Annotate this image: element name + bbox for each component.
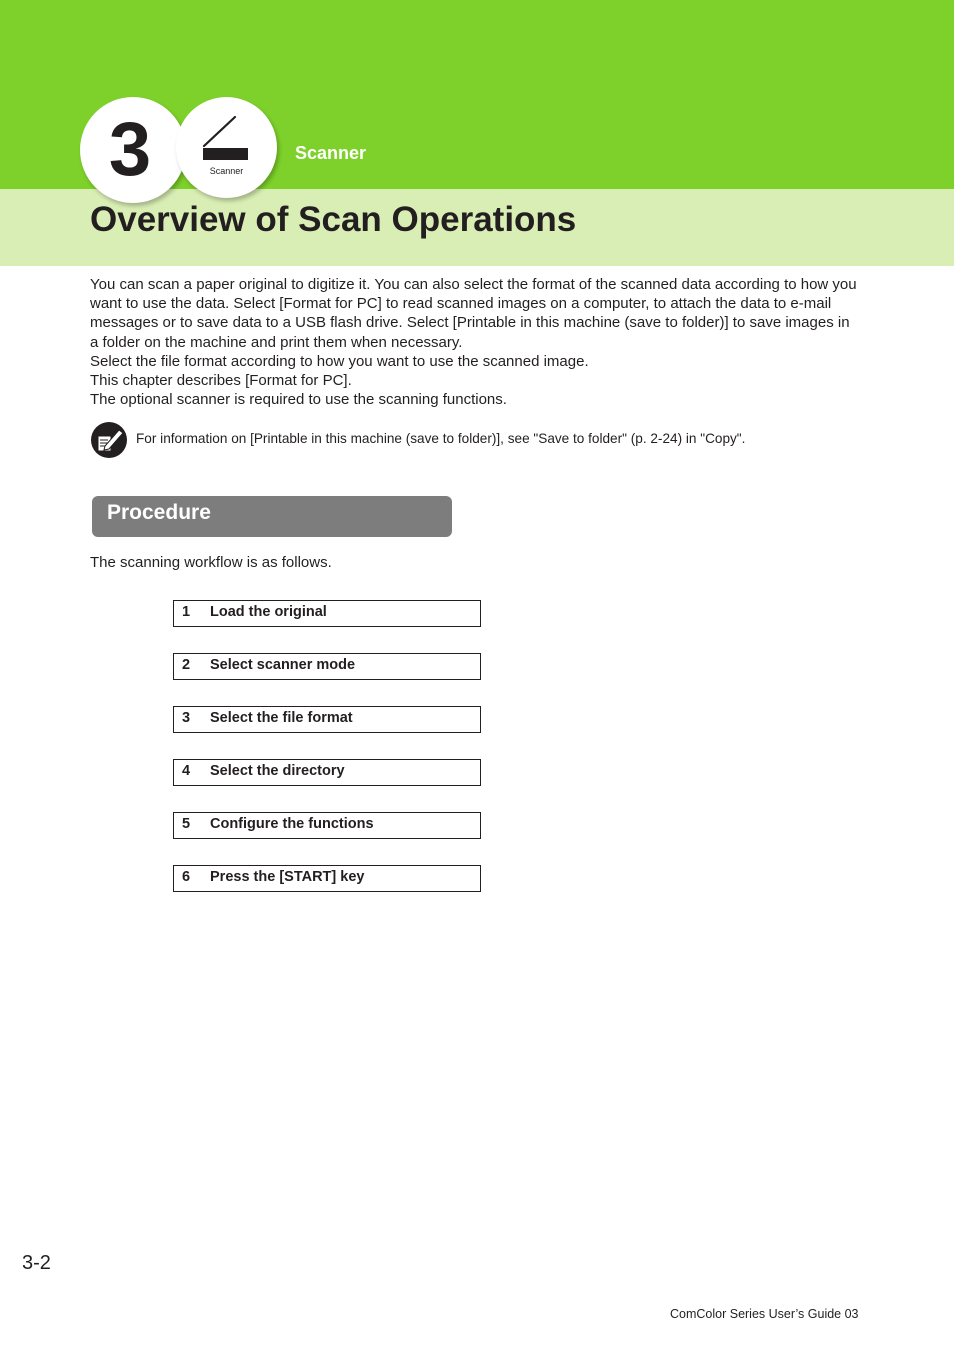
chapter-number-badge [80,97,186,203]
memo-pencil-icon [91,422,127,458]
workflow-step [173,865,481,892]
intro-paragraph: You can scan a paper original to digitize it. You can also select the format of the scanned data according to how you want to use the data. Select [Format for PC] to read scanned images on a computer, to attach the data to e-mail messages or to save data to a USB flash drive. Select [Printable in this machine (save to folder)] to save images in a folder on the machine and print them when necessary. [90,276,857,351]
step-number: 2 [182,657,191,673]
scanner-icon [200,115,250,165]
workflow-step [173,812,481,839]
step-label: Configure the functions [210,816,374,832]
page-title: Overview of Scan Operations [90,200,577,239]
intro-text [90,275,860,409]
workflow-step [173,759,481,786]
step-number: 1 [182,604,191,620]
footer-guide-title: ComColor Series User’s Guide 03 [670,1307,859,1321]
chapter-name: Scanner [295,143,367,163]
page-number: 3-2 [22,1252,51,1274]
step-label: Press the [START] key [210,869,365,885]
section-title: Procedure [107,501,211,524]
intro-paragraph: This chapter describes [Format for PC]. [90,372,352,390]
intro-paragraph: The optional scanner is required to use the scanning functions. [90,391,507,409]
step-label: Load the original [210,604,327,620]
chapter-number: 3 [108,107,152,192]
step-number: 6 [182,869,191,885]
workflow-intro: The scanning workflow is as follows. [90,554,332,571]
section-header-bar [92,496,452,537]
step-number: 3 [182,710,191,726]
scanner-icon-caption: Scanner [209,166,244,176]
step-label: Select scanner mode [210,657,356,673]
workflow-step [173,600,481,627]
workflow-step [173,653,481,680]
step-number: 5 [182,816,191,832]
chapter-icon-badge [176,97,277,198]
workflow-step [173,706,481,733]
step-label: Select the directory [210,763,345,779]
note-text: For information on [Printable in this machine (save to folder)], see "Save to folder" (p. 2-24) in "Copy". [136,431,746,446]
intro-paragraph: Select the file format according to how you want to use the scanned image. [90,352,589,370]
step-label: Select the file format [210,710,353,726]
step-number: 4 [182,763,191,779]
